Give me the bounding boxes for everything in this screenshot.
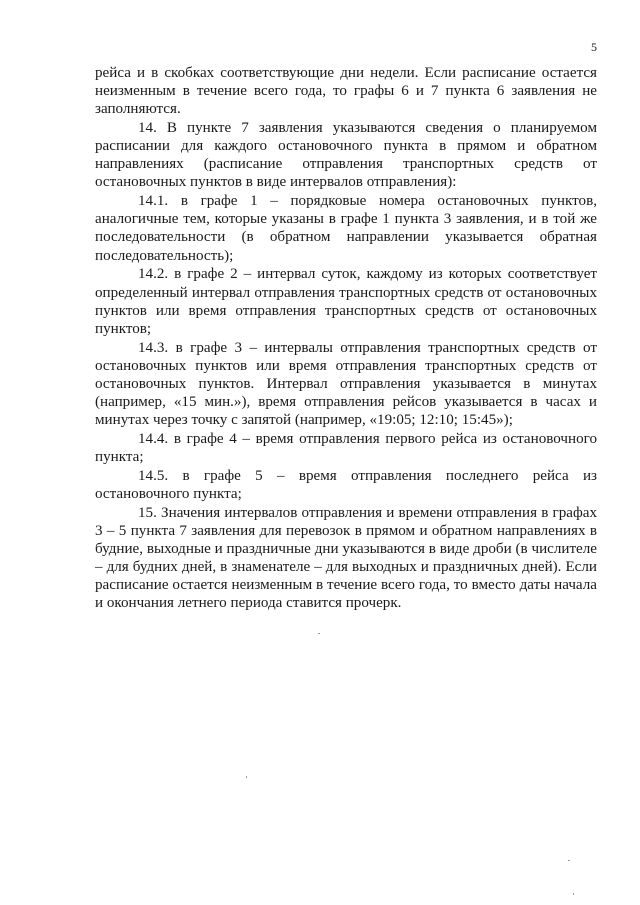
paragraph-14-4: 14.4. в графе 4 – время отправления первого рейса из остановочного пункта; [95,430,597,465]
scan-speck [318,633,320,634]
scan-speck [573,893,574,895]
paragraph-14-3: 14.3. в графе 3 – интервалы отправления транспортных средств от остановочных пунктов или время отправления транспортных средств от остановочных пунктов. Интервал отправления указывается в минутах (например, «15 мин.»), время отправления рейсов указывается в часах и минутах через точку с запятой (например, «19:05; 12:10; 15:45»); [95,339,597,428]
paragraph-14: 14. В пункте 7 заявления указываются сведения о планируемом расписании для каждого остановочного пункта в прямом и обратном направлениях (расписание отправления транспортных средств от остановочных пунктов в виде интервалов отправления): [95,120,597,191]
paragraph-continuation: рейса и в скобках соответствующие дни недели. Если расписание остается неизменным в течение всего года, то графы 6 и 7 пункта 6 заявления не заполняются. [95,65,597,118]
scan-speck [568,860,570,861]
page-number: 5 [591,40,597,54]
paragraph-14-5: 14.5. в графе 5 – время отправления последнего рейса из остановочного пункта; [95,467,597,502]
paragraph-14-2: 14.2. в графе 2 – интервал суток, каждому из которых соответствует определенный интервал отправления транспортных средств от остановочных пунктов или время отправления транспортных средств от остановочных пунктов; [95,266,597,337]
document-body [95,64,597,613]
paragraph-14-1: 14.1. в графе 1 – порядковые номера остановочных пунктов, аналогичные тем, которые указаны в графе 1 пункта 3 заявления, и в той же последовательности (в обратном направлении указывается обратная последовательность); [95,193,597,264]
paragraph-15: 15. Значения интервалов отправления и времени отправления в графах 3 – 5 пункта 7 заявления для перевозок в прямом и обратном направлениях в будние, выходные и праздничные дни указываются в виде дроби (в числителе – для будних дней, в знаменателе – для выходных и праздничных дней). Если расписание остается неизменным в течение всего года, то вместо даты начала и окончания летнего периода ставится прочерк. [95,504,597,612]
scan-speck [246,776,247,778]
